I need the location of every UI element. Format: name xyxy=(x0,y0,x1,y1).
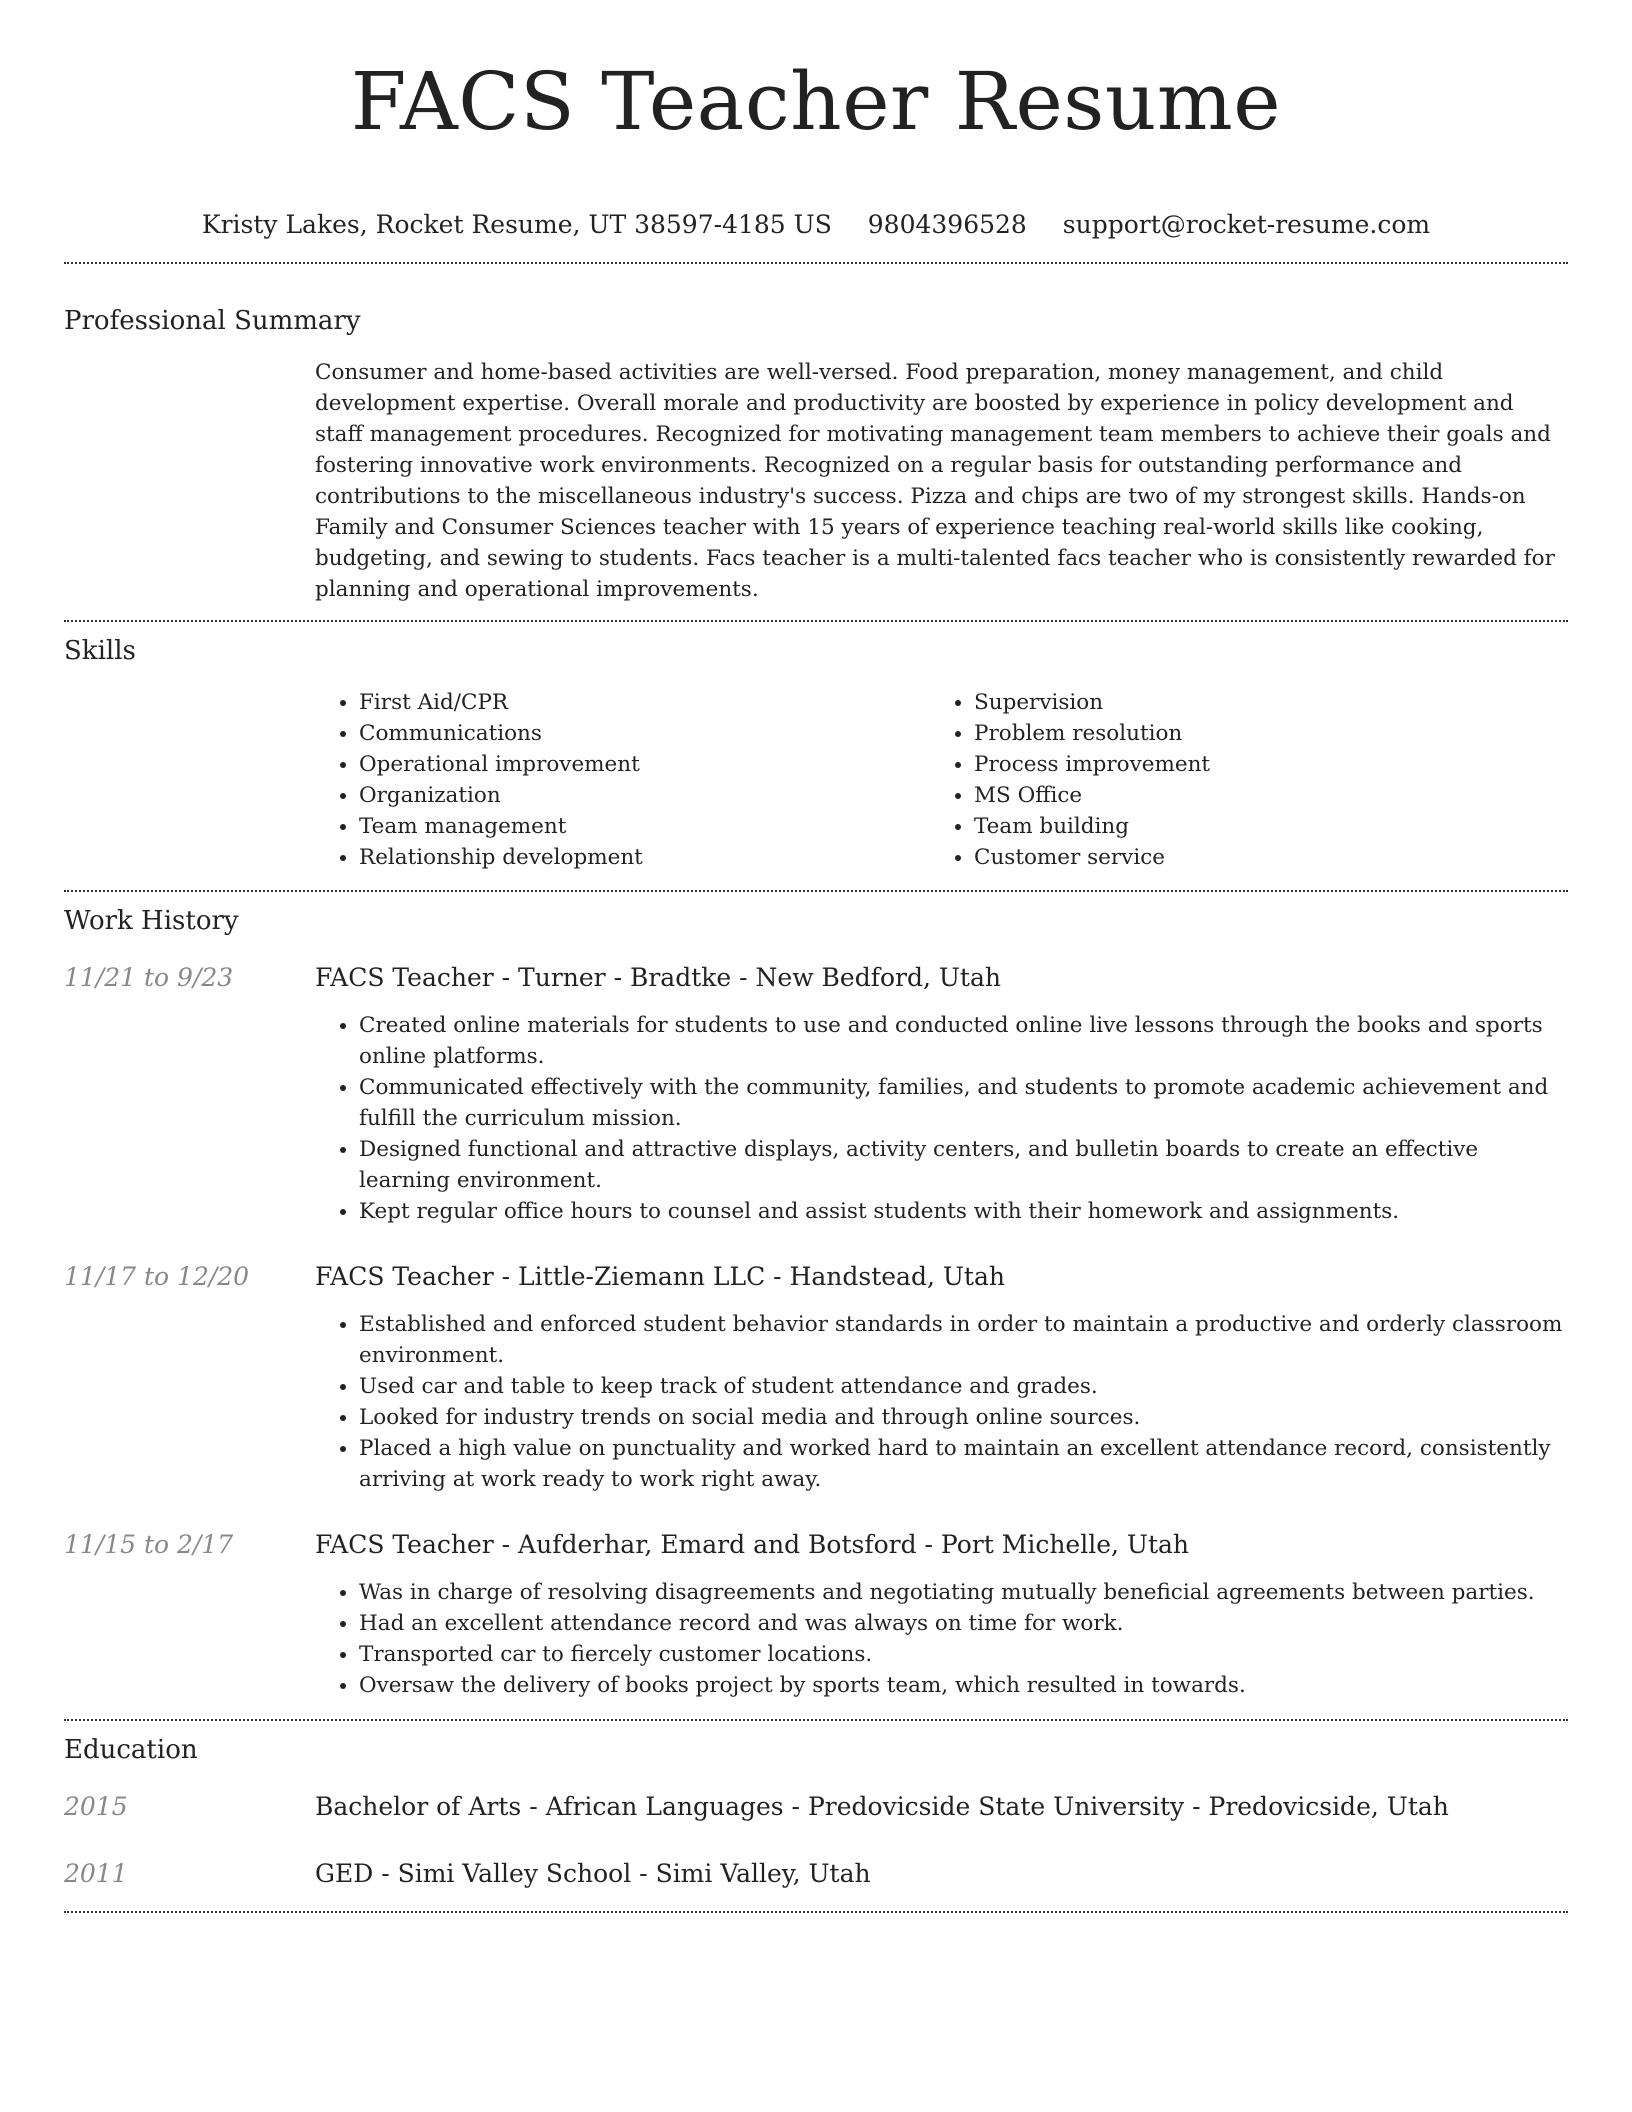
job-dates: 11/17 to 12/20 xyxy=(64,1262,250,1291)
job-bullet: • Kept regular office hours to counsel and assist students with their homework and assignments. xyxy=(359,1196,1568,1227)
skills-section xyxy=(64,634,1568,873)
divider xyxy=(64,262,1568,264)
job-title: FACS Teacher - Aufderhar, Emard and Botsford - Port Michelle, Utah xyxy=(315,1530,1190,1559)
education-section xyxy=(64,1733,1568,1891)
skill-item: • Team building xyxy=(974,811,1530,842)
contact-address: Kristy Lakes, Rocket Resume, UT 38597-4185 US xyxy=(201,210,832,239)
job-header xyxy=(64,1528,1568,1562)
job-header xyxy=(64,1260,1568,1294)
job-entry xyxy=(64,961,1568,1227)
job-bullet: • Looked for industry trends on social media and through online sources. xyxy=(359,1402,1568,1433)
education-entry xyxy=(64,1790,1568,1824)
education-year: 2011 xyxy=(64,1859,128,1888)
skill-item: • First Aid/CPR xyxy=(359,687,930,718)
job-bullet: • Created online materials for students to use and conducted online live lessons through the books and sports online platforms. xyxy=(359,1010,1568,1072)
job-title: FACS Teacher - Turner - Bradtke - New Bedford, Utah xyxy=(315,963,1001,992)
job-bullet: • Placed a high value on punctuality and worked hard to maintain an excellent attendance record, consistently arriving at work ready to work right away. xyxy=(359,1433,1568,1495)
work-history-section xyxy=(64,904,1568,1701)
job-bullet: • Designed functional and attractive displays, activity centers, and bulletin boards to create an effective learning environment. xyxy=(359,1134,1568,1196)
skill-item: • Operational improvement xyxy=(359,749,930,780)
skill-item: • Process improvement xyxy=(974,749,1530,780)
skills-grid xyxy=(315,687,1568,873)
job-dates: 11/21 to 9/23 xyxy=(64,963,234,992)
divider xyxy=(64,620,1568,622)
education-detail: GED - Simi Valley School - Simi Valley, Utah xyxy=(315,1859,871,1888)
divider xyxy=(64,1911,1568,1913)
skill-item: • Customer service xyxy=(974,842,1530,873)
job-title: FACS Teacher - Little-Ziemann LLC - Handstead, Utah xyxy=(315,1262,1005,1291)
job-bullet: • Established and enforced student behavior standards in order to maintain a productive and orderly classroom environment. xyxy=(359,1309,1568,1371)
contact-phone: 9804396528 xyxy=(867,210,1027,239)
job-bullet: • Transported car to fiercely customer locations. xyxy=(359,1639,1568,1670)
divider xyxy=(64,1719,1568,1721)
skill-item: • MS Office xyxy=(974,780,1530,811)
divider xyxy=(64,890,1568,892)
job-dates: 11/15 to 2/17 xyxy=(64,1530,234,1559)
contact-email: support@rocket-resume.com xyxy=(1062,210,1431,239)
education-detail: Bachelor of Arts - African Languages - Predovicside State University - Predovicside, Utah xyxy=(315,1792,1449,1821)
job-bullets xyxy=(315,1010,1568,1227)
skills-list-right xyxy=(930,687,1530,873)
education-entry xyxy=(64,1857,1568,1891)
skill-item: • Organization xyxy=(359,780,930,811)
job-bullet: • Used car and table to keep track of student attendance and grades. xyxy=(359,1371,1568,1402)
job-bullet: • Oversaw the delivery of books project by sports team, which resulted in towards. xyxy=(359,1670,1568,1701)
education-heading: Education xyxy=(64,1735,198,1765)
summary-heading: Professional Summary xyxy=(64,306,361,336)
summary-text: Consumer and home-based activities are well-versed. Food preparation, money management, and child development expertise. Overall morale and productivity are boosted by experience in policy development and staff management procedures. Recognized for motivating management team members to achieve their goals and fostering innovative work environments. Recognized on a regular basis for outstanding performance and contributions to the miscellaneous industry's success. Pizza and chips are two of my strongest skills. Hands-on Family and Consumer Sciences teacher with 15 years of experience teaching real-world skills like cooking, budgeting, and sewing to students. Facs teacher is a multi-talented facs teacher who is consistently rewarded for planning and operational improvements. xyxy=(315,360,1555,602)
skill-item: • Problem resolution xyxy=(974,718,1530,749)
summary-section xyxy=(64,304,1568,605)
skills-list-left xyxy=(315,687,930,873)
skill-item: • Relationship development xyxy=(359,842,930,873)
job-header xyxy=(64,961,1568,995)
job-bullet: • Had an excellent attendance record and was always on time for work. xyxy=(359,1608,1568,1639)
resume-title: FACS Teacher Resume xyxy=(350,55,1282,148)
job-entry xyxy=(64,1528,1568,1701)
job-bullets xyxy=(315,1309,1568,1495)
skill-item: • Communications xyxy=(359,718,930,749)
work-history-heading: Work History xyxy=(64,906,239,936)
job-bullet: • Was in charge of resolving disagreements and negotiating mutually beneficial agreements between parties. xyxy=(359,1577,1568,1608)
job-bullet: • Communicated effectively with the community, families, and students to promote academic achievement and fulfill the curriculum mission. xyxy=(359,1072,1568,1134)
job-bullets xyxy=(315,1577,1568,1701)
skill-item: • Supervision xyxy=(974,687,1530,718)
skill-item: • Team management xyxy=(359,811,930,842)
contact-line xyxy=(64,208,1568,242)
education-year: 2015 xyxy=(64,1792,128,1821)
job-entry xyxy=(64,1260,1568,1495)
skills-heading: Skills xyxy=(64,636,136,666)
